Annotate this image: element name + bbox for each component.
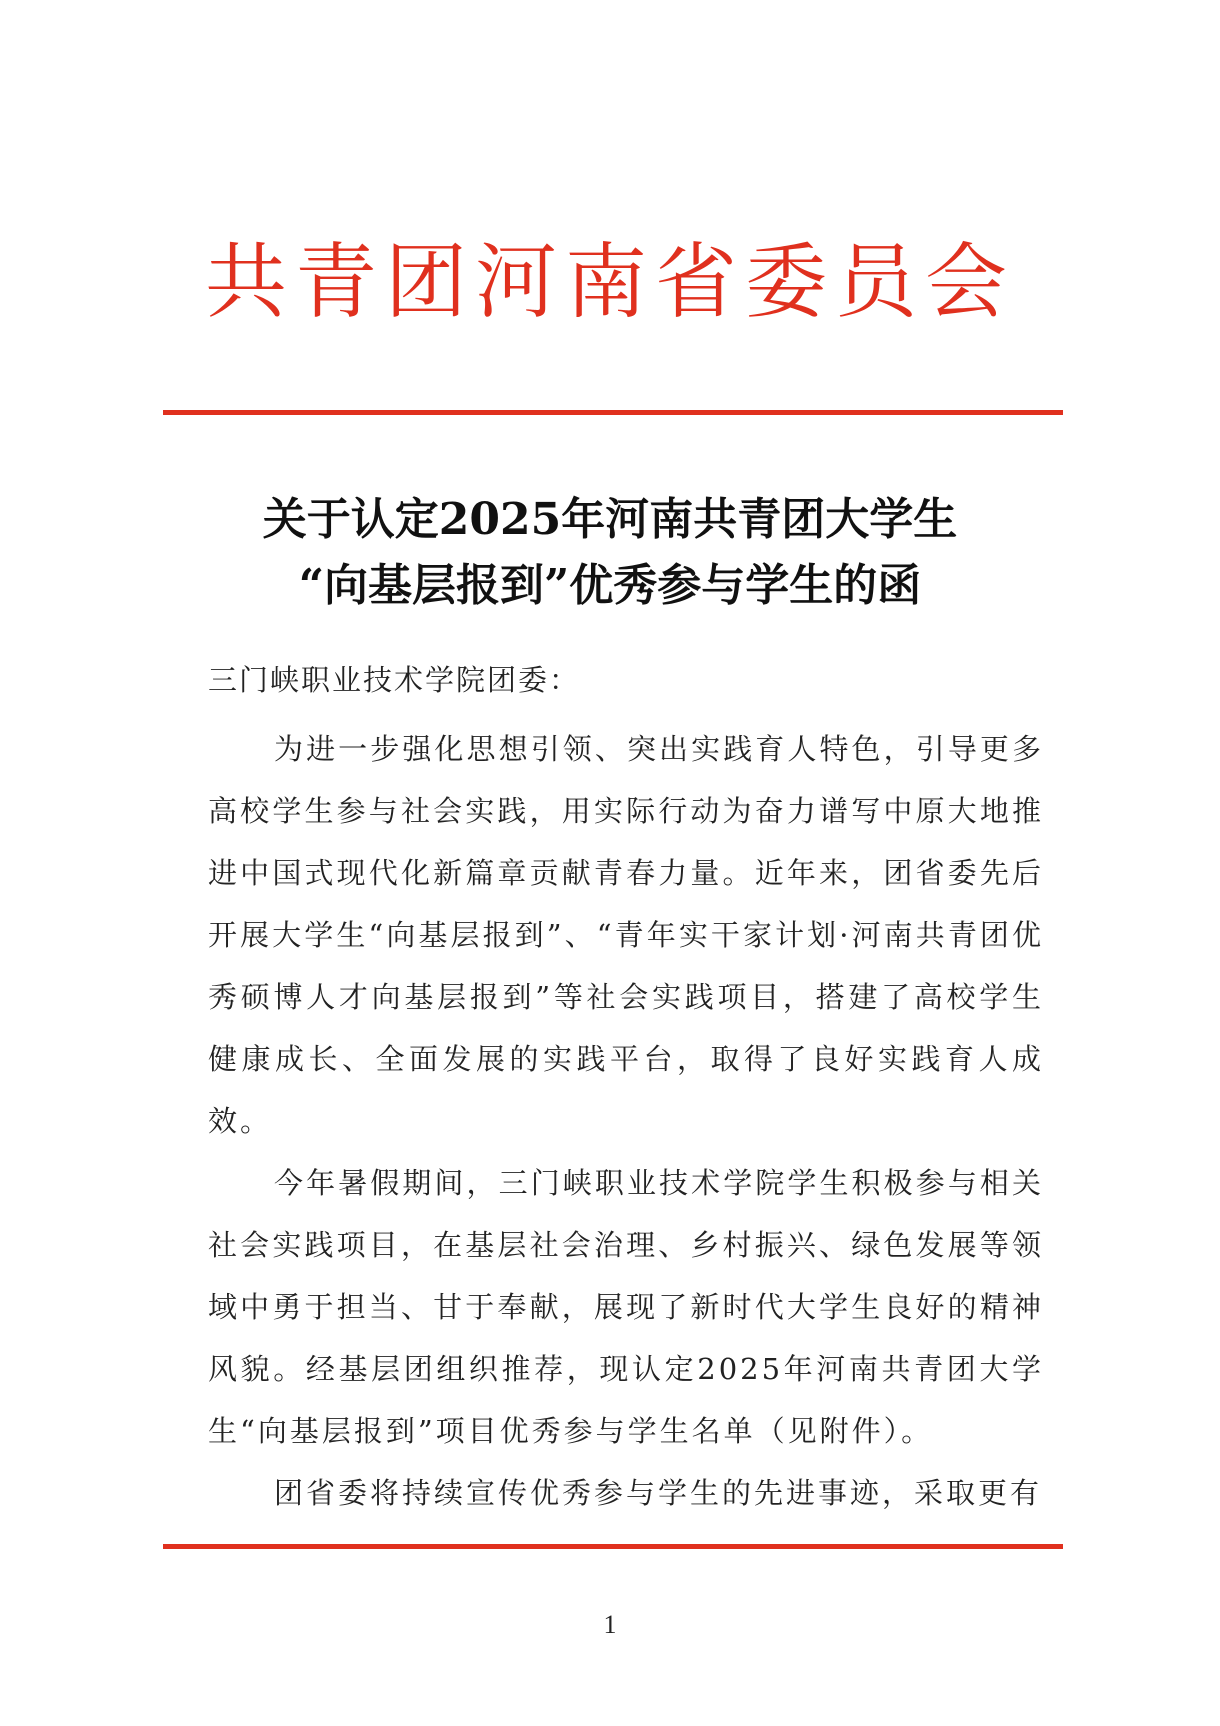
document-title xyxy=(0,487,1220,619)
footer-red-rule xyxy=(163,1544,1063,1549)
body-paragraph-3: 团省委将持续宣传优秀参与学生的先进事迹，采取更有 xyxy=(274,1476,1043,1510)
document-title-line-1: 关于认定2025年河南共青团大学生 xyxy=(262,494,958,545)
body-paragraph-1: 为进一步强化思想引领、突出实践育人特色，引导更多高校学生参与社会实践，用实际行动为奋力谱写中原大地推进中国式现代化新篇章贡献青春力量。近年来，团省委先后开展大学生“向基层报到”、“青年实干家计划·河南共青团优秀硕博人才向基层报到”等社会实践项目，搭建了高校学生健康成长、全面发展的实践平台，取得了良好实践育人成效。 xyxy=(208,732,1044,1138)
page-number: 1 xyxy=(603,1610,617,1639)
document-title-line-2: “向基层报到”优秀参与学生的函 xyxy=(298,560,922,611)
letter-body xyxy=(208,718,1044,1524)
addressee: 三门峡职业技术学院团委： xyxy=(208,663,581,697)
masthead-red-rule xyxy=(163,410,1063,415)
masthead-organization-name: 共青团河南省委员会 xyxy=(204,235,1015,330)
body-paragraph-2: 今年暑假期间，三门峡职业技术学院学生积极参与相关社会实践项目，在基层社会治理、乡村振兴、绿色发展等领域中勇于担当、甘于奉献，展现了新时代大学生良好的精神风貌。经基层团组织推荐，现认定2025年河南共青团大学生“向基层报到”项目优秀参与学生名单（见附件）。 xyxy=(208,1166,1044,1448)
